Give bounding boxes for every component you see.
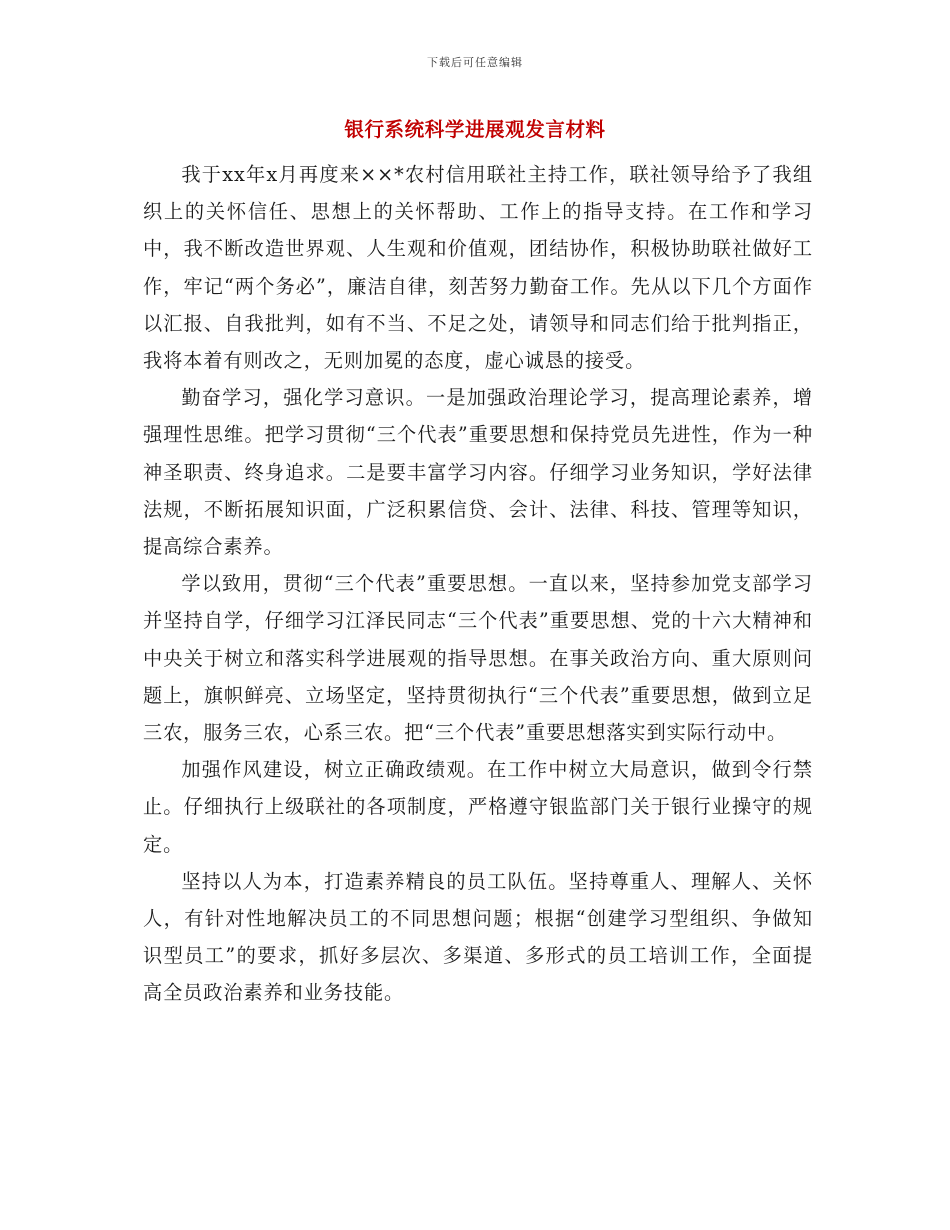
- document-body: [143, 156, 813, 1012]
- header-note: 下载后可任意编辑: [427, 56, 523, 69]
- paragraph-4: 加强作风建设，树立正确政绩观。在工作中树立大局意识，做到令行禁止。仔细执行上级联社的各项制度，严格遵守银监部门关于银行业操守的规定。: [143, 758, 813, 856]
- document-title: 银行系统科学进展观发言材料: [344, 118, 606, 141]
- paragraph-5: 坚持以人为本，打造素养精良的员工队伍。坚持尊重人、理解人、关怀人，有针对性地解决员工的不同思想问题；根据“创建学习型组织、争做知识型员工”的要求，抓好多层次、多渠道、多形式的员工培训工作，全面提高全员政治素养和业务技能。: [143, 869, 813, 1005]
- paragraph-3: 学以致用，贯彻“三个代表”重要思想。一直以来，坚持参加党支部学习并坚持自学，仔细学习江泽民同志“三个代表”重要思想、党的十六大精神和中央关于树立和落实科学进展观的指导思想。在事关政治方向、重大原则问题上，旗帜鲜亮、立场坚定，坚持贯彻执行“三个代表”重要思想，做到立足三农，服务三农，心系三农。把“三个代表”重要思想落实到实际行动中。: [143, 572, 813, 745]
- paragraph-2: 勤奋学习，强化学习意识。一是加强政治理论学习，提高理论素养，增强理性思维。把学习贯彻“三个代表”重要思想和保持党员先进性，作为一种神圣职责、终身追求。二是要丰富学习内容。仔细学习业务知识，学好法律法规，不断拓展知识面，广泛积累信贷、会计、法律、科技、管理等知识，提高综合素养。: [143, 386, 813, 559]
- paragraph-1: 我于xx年x月再度来××*农村信用联社主持工作，联社领导给予了我组织上的关怀信任、思想上的关怀帮助、工作上的指导支持。在工作和学习中，我不断改造世界观、人生观和价值观，团结协作，积极协助联社做好工作，牢记“两个务必”，廉洁自律，刻苦努力勤奋工作。先从以下几个方面作以汇报、自我批判，如有不当、不足之处，请领导和同志们给于批判指正，我将本着有则改之，无则加冕的态度，虚心诚恳的接受。: [143, 163, 813, 373]
